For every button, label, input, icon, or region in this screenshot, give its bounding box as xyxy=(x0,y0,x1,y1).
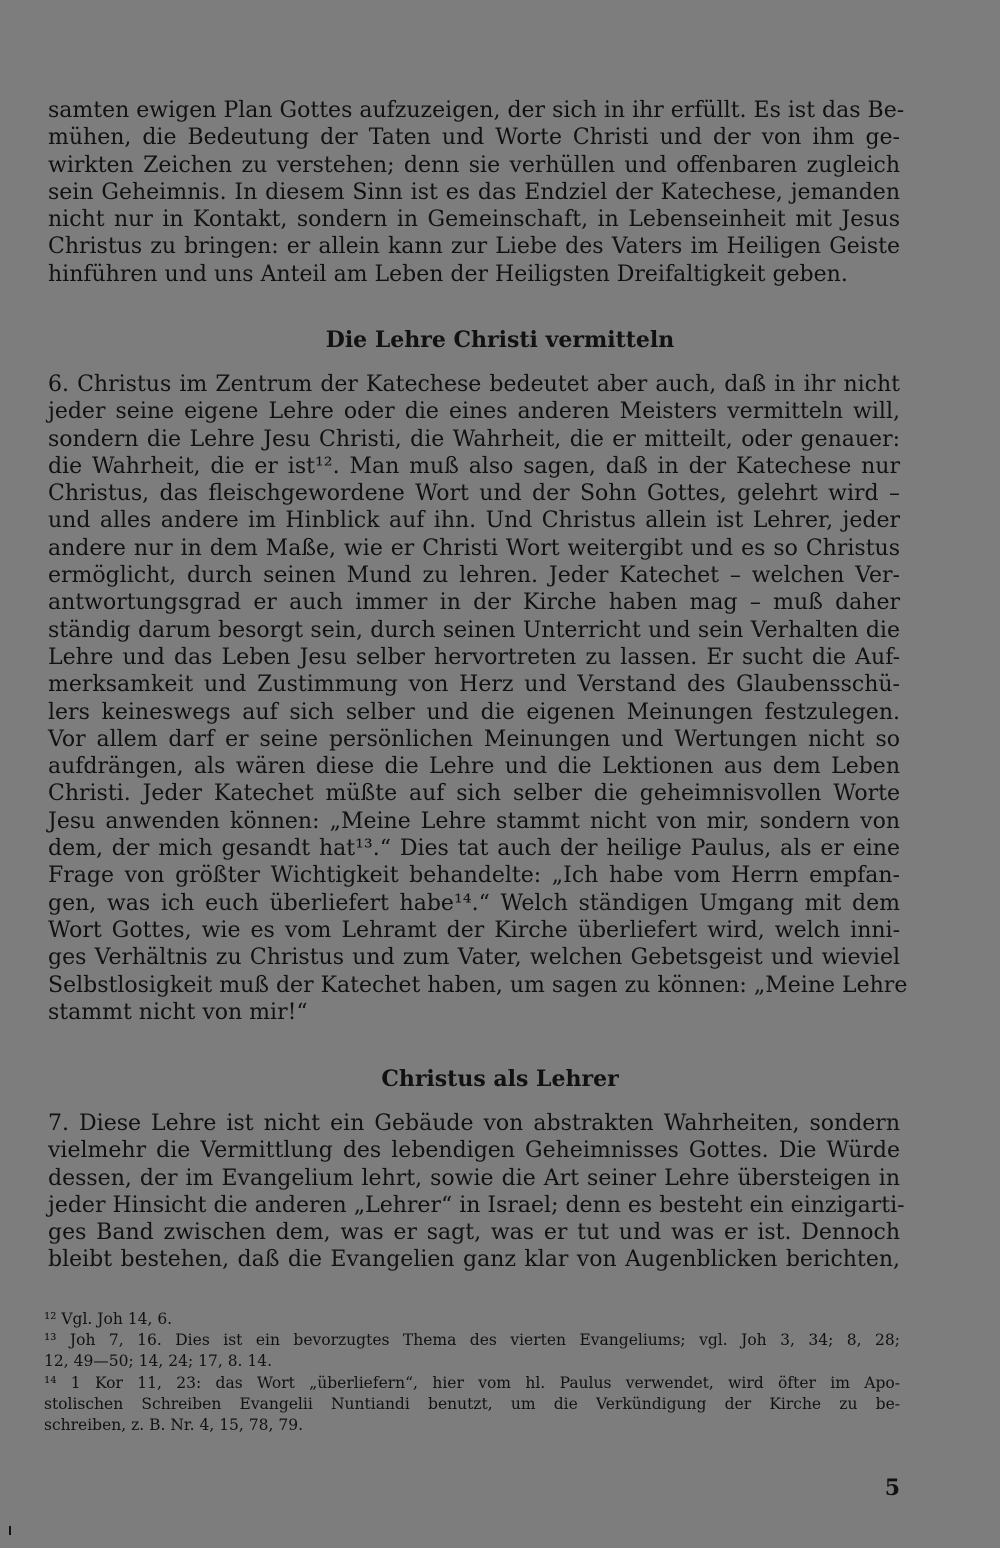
text-line: Christus zu bringen: er allein kann zur Liebe des Vaters im Heiligen Geiste xyxy=(48,234,900,260)
footnote-14-end: schreiben, z. B. Nr. 4, 15, 78, 79. xyxy=(44,1415,303,1434)
footnote-12: ¹² Vgl. Joh 14, 6. xyxy=(44,1310,173,1328)
text-line: stammt nicht von mir!“ xyxy=(48,999,308,1025)
footnote-13: ¹³ Joh 7, 16. Dies ist ein bevorzugtes Thema des vierten Evangeliums; vgl. Joh 3, 34; 8, 28; xyxy=(44,1331,900,1350)
section-6-paragraph xyxy=(48,371,908,1026)
text-line: Vor allem darf er seine persönlichen Meinungen und Wertungen nicht so xyxy=(48,726,900,752)
text-line: dessen, der im Evangelium lehrt, sowie die Art seiner Lehre übersteigen in xyxy=(48,1165,900,1191)
page-number: 5 xyxy=(884,1475,900,1501)
text-line: merksamkeit und Zustimmung von Herz und Verstand des Glaubensschü- xyxy=(48,672,900,698)
text-line: samten ewigen Plan Gottes aufzuzeigen, der sich in ihr erfüllt. Es ist das Be- xyxy=(48,98,905,123)
text-line: 6. Christus im Zentrum der Katechese bedeutet aber auch, daß in ihr nicht xyxy=(48,372,900,397)
footnote-14: ¹⁴ 1 Kor 11, 23: das Wort „überliefern“, hier vom hl. Paulus verwendet, wird öfter im Apo- xyxy=(44,1373,900,1392)
text-line: andere nur in dem Maße, wie er Christi Wort weitergibt und es so Christus xyxy=(48,535,900,561)
text-line: ständig darum besorgt sein, durch seinen Unterricht und sein Verhalten die xyxy=(48,617,900,643)
footnote-14-continued: stolischen Schreiben Evangelii Nuntiandi benutzt, um die Verkündigung der Kirche zu be- xyxy=(44,1394,900,1413)
text-line: aufdrängen, als wären diese die Lehre und die Lektionen aus dem Leben xyxy=(48,754,900,780)
text-line: mühen, die Bedeutung der Taten und Worte Christi und der von ihm ge- xyxy=(48,125,900,151)
text-line: antwortungsgrad er auch immer in der Kirche haben mag – muß daher xyxy=(48,590,900,616)
text-line: Selbstlosigkeit muß der Katechet haben, um sagen zu können: „Meine Lehre xyxy=(48,972,908,998)
text-line: Frage von größter Wichtigkeit behandelte: „Ich habe vom Herrn empfan- xyxy=(48,863,900,889)
footnotes xyxy=(44,1309,900,1436)
text-line: die Wahrheit, die er ist¹². Man muß also sagen, daß in der Katechese nur xyxy=(48,453,900,479)
text-line: vielmehr die Vermittlung des lebendigen Geheimnisses Gottes. Die Würde xyxy=(48,1138,900,1164)
text-line: bleibt bestehen, daß die Evangelien ganz klar von Augenblicken berichten, xyxy=(48,1247,900,1273)
section-7-paragraph xyxy=(48,1110,905,1274)
text-line: Lehre und das Leben Jesu selber hervortreten zu lassen. Er sucht die Auf- xyxy=(48,644,900,670)
text-line: dem, der mich gesandt hat¹³.“ Dies tat auch der heilige Paulus, als er eine xyxy=(48,836,900,862)
text-line: sondern die Lehre Jesu Christi, die Wahrheit, die er mitteilt, oder genauer: xyxy=(48,426,900,452)
text-line: Wort Gottes, wie es vom Lehramt der Kirche überliefert wird, welch inni- xyxy=(48,917,900,943)
text-line: ges Verhältnis zu Christus und zum Vater, welchen Gebetsgeist und wieviel xyxy=(48,945,900,971)
text-line: nicht nur in Kontakt, sondern in Gemeinschaft, in Lebenseinheit mit Jesus xyxy=(48,207,900,233)
text-line: ermöglicht, durch seinen Mund zu lehren. Jeder Katechet – welchen Ver- xyxy=(48,563,900,589)
text-line: jeder seine eigene Lehre oder die eines anderen Meisters vermitteln will, xyxy=(48,399,900,425)
text-line: hinführen und uns Anteil am Leben der Heiligsten Dreifaltigkeit geben. xyxy=(48,261,848,287)
text-line: ges Band zwischen dem, was er sagt, was er tut und was er ist. Dennoch xyxy=(48,1220,900,1246)
text-line: lers keineswegs auf sich selber und die eigenen Meinungen festzulegen. xyxy=(48,699,900,725)
text-line: Christi. Jeder Katechet müßte auf sich selber die geheimnisvollen Worte xyxy=(48,781,900,807)
text-line: jeder Hinsicht die anderen „Lehrer“ in Israel; denn es besteht ein einzigarti- xyxy=(48,1192,905,1218)
text-line: sein Geheimnis. In diesem Sinn ist es das Endziel der Katechese, jemanden xyxy=(48,179,900,205)
text-line: Jesu anwenden können: „Meine Lehre stammt nicht von mir, sondern von xyxy=(48,808,900,834)
text-line: Christus, das fleischgewordene Wort und der Sohn Gottes, gelehrt wird – xyxy=(48,481,900,507)
section-7-heading: Christus als Lehrer xyxy=(381,1066,619,1092)
text-line: 7. Diese Lehre ist nicht ein Gebäude von abstrakten Wahrheiten, sondern xyxy=(48,1111,900,1136)
section-6-heading: Die Lehre Christi vermitteln xyxy=(325,327,675,353)
text-line: wirkten Zeichen zu verstehen; denn sie verhüllen und offenbaren zugleich xyxy=(48,152,900,178)
text-line: und alles andere im Hinblick auf ihn. Und Christus allein ist Lehrer, jeder xyxy=(48,508,900,534)
text-line: gen, was ich euch überliefert habe¹⁴.“ Welch ständigen Umgang mit dem xyxy=(48,890,900,916)
footnote-13-continued: 12, 49—50; 14, 24; 17, 8. 14. xyxy=(44,1352,273,1371)
margin-mark xyxy=(9,1526,11,1535)
intro-paragraph xyxy=(48,97,905,288)
